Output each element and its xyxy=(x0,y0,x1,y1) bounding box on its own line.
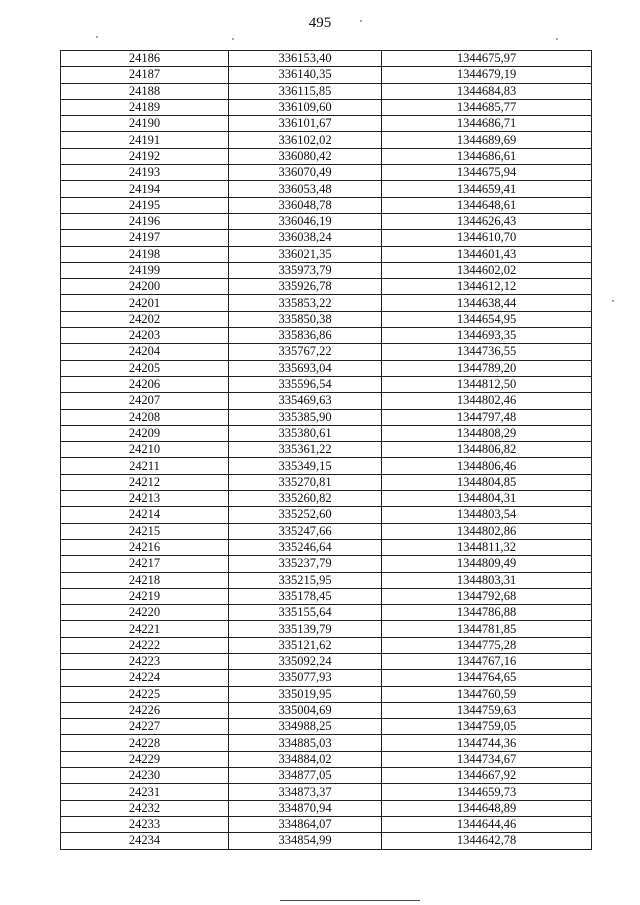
point-number-cell: 24209 xyxy=(61,425,229,441)
table-row xyxy=(61,816,592,832)
y-coordinate-cell: 1344602,02 xyxy=(382,262,592,278)
y-coordinate-cell: 1344804,85 xyxy=(382,474,592,490)
point-number-cell: 24223 xyxy=(61,653,229,669)
point-number-cell: 24203 xyxy=(61,328,229,344)
table-row xyxy=(61,442,592,458)
point-number-cell: 24202 xyxy=(61,311,229,327)
table-row xyxy=(61,588,592,604)
point-number-cell: 24210 xyxy=(61,442,229,458)
y-coordinate-cell: 1344644,46 xyxy=(382,816,592,832)
x-coordinate-cell: 336115,85 xyxy=(229,83,382,99)
y-coordinate-cell: 1344802,86 xyxy=(382,523,592,539)
point-number-cell: 24198 xyxy=(61,246,229,262)
x-coordinate-cell: 335215,95 xyxy=(229,572,382,588)
table-row xyxy=(61,605,592,621)
y-coordinate-cell: 1344686,71 xyxy=(382,116,592,132)
table-row xyxy=(61,539,592,555)
point-number-cell: 24220 xyxy=(61,605,229,621)
y-coordinate-cell: 1344803,54 xyxy=(382,507,592,523)
table-row xyxy=(61,800,592,816)
point-number-cell: 24233 xyxy=(61,816,229,832)
x-coordinate-cell: 336109,60 xyxy=(229,99,382,115)
y-coordinate-cell: 1344792,68 xyxy=(382,588,592,604)
table-row xyxy=(61,116,592,132)
point-number-cell: 24214 xyxy=(61,507,229,523)
point-number-cell: 24213 xyxy=(61,491,229,507)
y-coordinate-cell: 1344659,73 xyxy=(382,784,592,800)
x-coordinate-cell: 336101,67 xyxy=(229,116,382,132)
x-coordinate-cell: 335926,78 xyxy=(229,279,382,295)
x-coordinate-cell: 334988,25 xyxy=(229,719,382,735)
table-row xyxy=(61,833,592,849)
y-coordinate-cell: 1344612,12 xyxy=(382,279,592,295)
table-row xyxy=(61,637,592,653)
x-coordinate-cell: 336140,35 xyxy=(229,67,382,83)
table-row xyxy=(61,670,592,686)
x-coordinate-cell: 336046,19 xyxy=(229,213,382,229)
table-row xyxy=(61,230,592,246)
y-coordinate-cell: 1344648,61 xyxy=(382,197,592,213)
point-number-cell: 24229 xyxy=(61,751,229,767)
y-coordinate-cell: 1344601,43 xyxy=(382,246,592,262)
point-number-cell: 24205 xyxy=(61,360,229,376)
table-row xyxy=(61,262,592,278)
point-number-cell: 24234 xyxy=(61,833,229,849)
point-number-cell: 24189 xyxy=(61,99,229,115)
table-row xyxy=(61,295,592,311)
table-row xyxy=(61,279,592,295)
table-row xyxy=(61,702,592,718)
table-row xyxy=(61,51,592,67)
table-row xyxy=(61,409,592,425)
x-coordinate-cell: 335246,64 xyxy=(229,539,382,555)
x-coordinate-cell: 335155,64 xyxy=(229,605,382,621)
x-coordinate-cell: 334854,99 xyxy=(229,833,382,849)
point-number-cell: 24191 xyxy=(61,132,229,148)
y-coordinate-cell: 1344760,59 xyxy=(382,686,592,702)
table-row xyxy=(61,181,592,197)
x-coordinate-cell: 335004,69 xyxy=(229,702,382,718)
y-coordinate-cell: 1344736,55 xyxy=(382,344,592,360)
point-number-cell: 24192 xyxy=(61,148,229,164)
table-body xyxy=(61,51,592,850)
point-number-cell: 24217 xyxy=(61,556,229,572)
table-row xyxy=(61,311,592,327)
point-number-cell: 24201 xyxy=(61,295,229,311)
x-coordinate-cell: 334870,94 xyxy=(229,800,382,816)
x-coordinate-cell: 336080,42 xyxy=(229,148,382,164)
y-coordinate-cell: 1344744,36 xyxy=(382,735,592,751)
table-row xyxy=(61,213,592,229)
x-coordinate-cell: 335349,15 xyxy=(229,458,382,474)
y-coordinate-cell: 1344626,43 xyxy=(382,213,592,229)
x-coordinate-cell: 334884,02 xyxy=(229,751,382,767)
y-coordinate-cell: 1344802,46 xyxy=(382,393,592,409)
point-number-cell: 24187 xyxy=(61,67,229,83)
table-row xyxy=(61,621,592,637)
x-coordinate-cell: 335361,22 xyxy=(229,442,382,458)
y-coordinate-cell: 1344686,61 xyxy=(382,148,592,164)
y-coordinate-cell: 1344685,77 xyxy=(382,99,592,115)
table-row xyxy=(61,246,592,262)
point-number-cell: 24208 xyxy=(61,409,229,425)
x-coordinate-cell: 335380,61 xyxy=(229,425,382,441)
y-coordinate-cell: 1344648,89 xyxy=(382,800,592,816)
table-row xyxy=(61,474,592,490)
x-coordinate-cell: 335139,79 xyxy=(229,621,382,637)
y-coordinate-cell: 1344804,31 xyxy=(382,491,592,507)
x-coordinate-cell: 335252,60 xyxy=(229,507,382,523)
y-coordinate-cell: 1344806,82 xyxy=(382,442,592,458)
table-row xyxy=(61,458,592,474)
point-number-cell: 24188 xyxy=(61,83,229,99)
x-coordinate-cell: 335092,24 xyxy=(229,653,382,669)
y-coordinate-cell: 1344759,63 xyxy=(382,702,592,718)
point-number-cell: 24216 xyxy=(61,539,229,555)
table-row xyxy=(61,393,592,409)
y-coordinate-cell: 1344654,95 xyxy=(382,311,592,327)
x-coordinate-cell: 335270,81 xyxy=(229,474,382,490)
y-coordinate-cell: 1344775,28 xyxy=(382,637,592,653)
table-row xyxy=(61,344,592,360)
x-coordinate-cell: 335693,04 xyxy=(229,360,382,376)
table-row xyxy=(61,328,592,344)
y-coordinate-cell: 1344693,35 xyxy=(382,328,592,344)
coordinates-table-container xyxy=(60,50,591,850)
point-number-cell: 24219 xyxy=(61,588,229,604)
x-coordinate-cell: 335178,45 xyxy=(229,588,382,604)
point-number-cell: 24195 xyxy=(61,197,229,213)
point-number-cell: 24231 xyxy=(61,784,229,800)
table-row xyxy=(61,83,592,99)
coordinates-table xyxy=(60,50,592,850)
point-number-cell: 24227 xyxy=(61,719,229,735)
scan-speck xyxy=(612,300,614,302)
table-row xyxy=(61,653,592,669)
table-row xyxy=(61,572,592,588)
y-coordinate-cell: 1344759,05 xyxy=(382,719,592,735)
y-coordinate-cell: 1344764,65 xyxy=(382,670,592,686)
x-coordinate-cell: 334864,07 xyxy=(229,816,382,832)
y-coordinate-cell: 1344786,88 xyxy=(382,605,592,621)
point-number-cell: 24225 xyxy=(61,686,229,702)
x-coordinate-cell: 335850,38 xyxy=(229,311,382,327)
x-coordinate-cell: 336048,78 xyxy=(229,197,382,213)
scan-edge-line xyxy=(280,900,420,901)
point-number-cell: 24196 xyxy=(61,213,229,229)
y-coordinate-cell: 1344797,48 xyxy=(382,409,592,425)
x-coordinate-cell: 335836,86 xyxy=(229,328,382,344)
scan-speck xyxy=(360,20,362,22)
x-coordinate-cell: 335596,54 xyxy=(229,376,382,392)
point-number-cell: 24232 xyxy=(61,800,229,816)
table-row xyxy=(61,751,592,767)
x-coordinate-cell: 335121,62 xyxy=(229,637,382,653)
x-coordinate-cell: 335767,22 xyxy=(229,344,382,360)
table-row xyxy=(61,719,592,735)
y-coordinate-cell: 1344667,92 xyxy=(382,768,592,784)
page-number: 495 xyxy=(308,15,332,31)
x-coordinate-cell: 334885,03 xyxy=(229,735,382,751)
x-coordinate-cell: 335853,22 xyxy=(229,295,382,311)
point-number-cell: 24218 xyxy=(61,572,229,588)
table-row xyxy=(61,165,592,181)
table-row xyxy=(61,132,592,148)
point-number-cell: 24186 xyxy=(61,51,229,67)
point-number-cell: 24206 xyxy=(61,376,229,392)
point-number-cell: 24222 xyxy=(61,637,229,653)
x-coordinate-cell: 335260,82 xyxy=(229,491,382,507)
point-number-cell: 24197 xyxy=(61,230,229,246)
y-coordinate-cell: 1344806,46 xyxy=(382,458,592,474)
x-coordinate-cell: 334873,37 xyxy=(229,784,382,800)
table-row xyxy=(61,784,592,800)
scan-speck xyxy=(556,38,558,40)
y-coordinate-cell: 1344679,19 xyxy=(382,67,592,83)
y-coordinate-cell: 1344789,20 xyxy=(382,360,592,376)
y-coordinate-cell: 1344689,69 xyxy=(382,132,592,148)
point-number-cell: 24194 xyxy=(61,181,229,197)
table-row xyxy=(61,99,592,115)
y-coordinate-cell: 1344659,41 xyxy=(382,181,592,197)
x-coordinate-cell: 336070,49 xyxy=(229,165,382,181)
table-row xyxy=(61,507,592,523)
table-row xyxy=(61,735,592,751)
x-coordinate-cell: 336102,02 xyxy=(229,132,382,148)
table-row xyxy=(61,523,592,539)
y-coordinate-cell: 1344642,78 xyxy=(382,833,592,849)
scan-speck xyxy=(232,38,234,40)
point-number-cell: 24230 xyxy=(61,768,229,784)
table-row xyxy=(61,491,592,507)
point-number-cell: 24212 xyxy=(61,474,229,490)
table-row xyxy=(61,376,592,392)
point-number-cell: 24207 xyxy=(61,393,229,409)
point-number-cell: 24190 xyxy=(61,116,229,132)
y-coordinate-cell: 1344803,31 xyxy=(382,572,592,588)
scan-speck xyxy=(96,36,98,38)
x-coordinate-cell: 335385,90 xyxy=(229,409,382,425)
x-coordinate-cell: 335247,66 xyxy=(229,523,382,539)
y-coordinate-cell: 1344811,32 xyxy=(382,539,592,555)
x-coordinate-cell: 335973,79 xyxy=(229,262,382,278)
point-number-cell: 24224 xyxy=(61,670,229,686)
point-number-cell: 24228 xyxy=(61,735,229,751)
y-coordinate-cell: 1344684,83 xyxy=(382,83,592,99)
table-row xyxy=(61,360,592,376)
point-number-cell: 24200 xyxy=(61,279,229,295)
x-coordinate-cell: 335077,93 xyxy=(229,670,382,686)
table-row xyxy=(61,67,592,83)
point-number-cell: 24226 xyxy=(61,702,229,718)
point-number-cell: 24211 xyxy=(61,458,229,474)
point-number-cell: 24221 xyxy=(61,621,229,637)
table-row xyxy=(61,197,592,213)
y-coordinate-cell: 1344675,97 xyxy=(382,51,592,67)
table-row xyxy=(61,425,592,441)
y-coordinate-cell: 1344734,67 xyxy=(382,751,592,767)
x-coordinate-cell: 336021,35 xyxy=(229,246,382,262)
x-coordinate-cell: 334877,05 xyxy=(229,768,382,784)
point-number-cell: 24204 xyxy=(61,344,229,360)
x-coordinate-cell: 335237,79 xyxy=(229,556,382,572)
x-coordinate-cell: 336038,24 xyxy=(229,230,382,246)
y-coordinate-cell: 1344610,70 xyxy=(382,230,592,246)
x-coordinate-cell: 336153,40 xyxy=(229,51,382,67)
table-row xyxy=(61,556,592,572)
table-row xyxy=(61,148,592,164)
y-coordinate-cell: 1344812,50 xyxy=(382,376,592,392)
y-coordinate-cell: 1344638,44 xyxy=(382,295,592,311)
y-coordinate-cell: 1344675,94 xyxy=(382,165,592,181)
table-row xyxy=(61,686,592,702)
y-coordinate-cell: 1344767,16 xyxy=(382,653,592,669)
point-number-cell: 24215 xyxy=(61,523,229,539)
x-coordinate-cell: 335019,95 xyxy=(229,686,382,702)
point-number-cell: 24199 xyxy=(61,262,229,278)
table-row xyxy=(61,768,592,784)
y-coordinate-cell: 1344781,85 xyxy=(382,621,592,637)
x-coordinate-cell: 335469,63 xyxy=(229,393,382,409)
x-coordinate-cell: 336053,48 xyxy=(229,181,382,197)
y-coordinate-cell: 1344809,49 xyxy=(382,556,592,572)
point-number-cell: 24193 xyxy=(61,165,229,181)
y-coordinate-cell: 1344808,29 xyxy=(382,425,592,441)
